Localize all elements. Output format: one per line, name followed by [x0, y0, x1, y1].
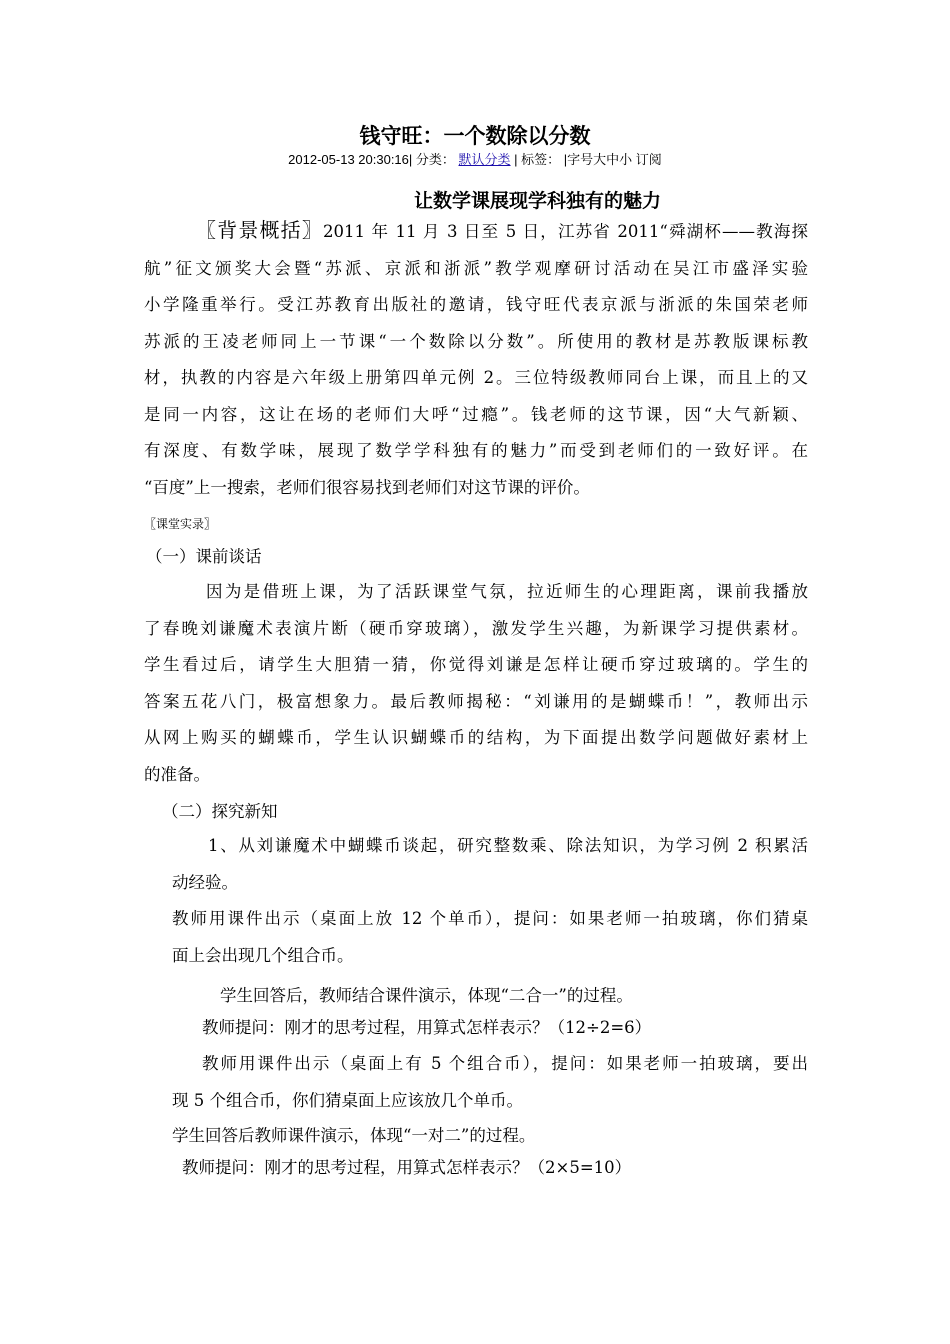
category-label: | 分类：: [408, 152, 455, 167]
text-line: 学生回答后教师课件演示，体现“一对二”的过程。: [172, 1126, 536, 1145]
font-size-options[interactable]: |字号大中小: [563, 152, 633, 167]
background-paragraph: [144, 212, 808, 506]
explore-item-3: [172, 1046, 808, 1119]
post-datetime: 2012-05-13 20:30:16: [288, 152, 409, 167]
paragraph-line: 航”征文颁奖大会暨“苏派、京派和浙派”教学观摩研讨活动在吴江市盛泽实验: [144, 258, 808, 278]
paragraph-line: 面上会出现几个组合币。: [172, 945, 354, 965]
paragraph-line: 从网上购买的蝴蝶币，学生认识蝴蝶币的结构，为下面提出数学问题做好素材上: [144, 728, 808, 747]
paragraph-line: 材，执教的内容是六年级上册第四单元例 2。三位特级教师同台上课，而且上的又: [144, 368, 808, 387]
paragraph-line: 动经验。: [172, 872, 238, 892]
paragraph-line: 了春晚刘谦魔术表演片断（硬币穿玻璃），激发学生兴趣，为新课学习提供素材。: [144, 618, 808, 638]
pre-class-talk-paragraph: [144, 574, 808, 793]
article-subtitle: 让数学课展现学科独有的魅力: [414, 190, 662, 212]
paragraph-line: 的准备。: [144, 764, 210, 784]
text-line: 教师提问：刚才的思考过程，用算式怎样表示？（2×5=10）: [182, 1158, 632, 1177]
background-label: 〖背景概括〗: [196, 218, 324, 242]
category-link[interactable]: 默认分类: [458, 152, 511, 167]
tags-label: | 标签：: [514, 152, 561, 167]
paragraph-line: 教师用课件出示（桌面上有 5 个组合币），提问：如果老师一拍玻璃，要出: [202, 1054, 808, 1073]
explore-item-2: [172, 901, 808, 974]
text-line: 学生回答后，教师结合课件演示，体现“二合一”的过程。: [220, 986, 633, 1005]
record-label: 〖课堂实录〗: [144, 517, 217, 531]
paragraph-line: 教师用课件出示（桌面上放 12 个单币），提问：如果老师一拍玻璃，你们猜桌: [172, 909, 808, 928]
section-heading-2: （二）探究新知: [162, 802, 278, 821]
paragraph-line: 〖背景概括〗2011 年 11 月 3 日至 5 日，江苏省 2011“舜湖杯——教海探: [196, 218, 808, 242]
paragraph-line: 是同一内容，这让在场的老师们大呼“过瘾”。钱老师的这节课，因“大气新颖、: [144, 404, 808, 424]
article-title: 钱守旺：一个数除以分数: [359, 124, 591, 148]
paragraph-line: “百度”上一搜索，老师们很容易找到老师们对这节课的评价。: [144, 477, 590, 497]
text-line: 教师提问：刚才的思考过程，用算式怎样表示？（12÷2=6）: [202, 1018, 652, 1037]
paragraph-line: 因为是借班上课，为了活跃课堂气氛，拉近师生的心理距离，课前我播放: [206, 582, 808, 601]
subscribe-link[interactable]: 订阅: [635, 152, 662, 167]
paragraph-line: 学生看过后，请学生大胆猜一猜，你觉得刘谦是怎样让硬币穿过玻璃的。学生的: [144, 655, 808, 674]
paragraph-line: 有深度、有数学味，展现了数学学科独有的魅力”而受到老师们的一致好评。在: [144, 441, 808, 460]
article-meta: [0, 151, 950, 169]
paragraph-line: 小学隆重举行。受江苏教育出版社的邀请，钱守旺代表京派与浙派的朱国荣老师: [144, 295, 808, 314]
paragraph-line: 现 5 个组合币，你们猜桌面上应该放几个单币。: [172, 1090, 523, 1110]
paragraph-line: 答案五花八门，极富想象力。最后教师揭秘：“刘谦用的是蝴蝶币！”，教师出示: [144, 691, 808, 711]
explore-item-1: [172, 828, 808, 901]
paragraph-line: 1、从刘谦魔术中蝴蝶币谈起，研究整数乘、除法知识，为学习例 2 积累活: [208, 836, 808, 855]
paragraph-line: 苏派的王凌老师同上一节课“一个数除以分数”。所使用的教材是苏教版课标教: [144, 331, 808, 351]
section-heading-1: （一）课前谈话: [146, 547, 262, 566]
